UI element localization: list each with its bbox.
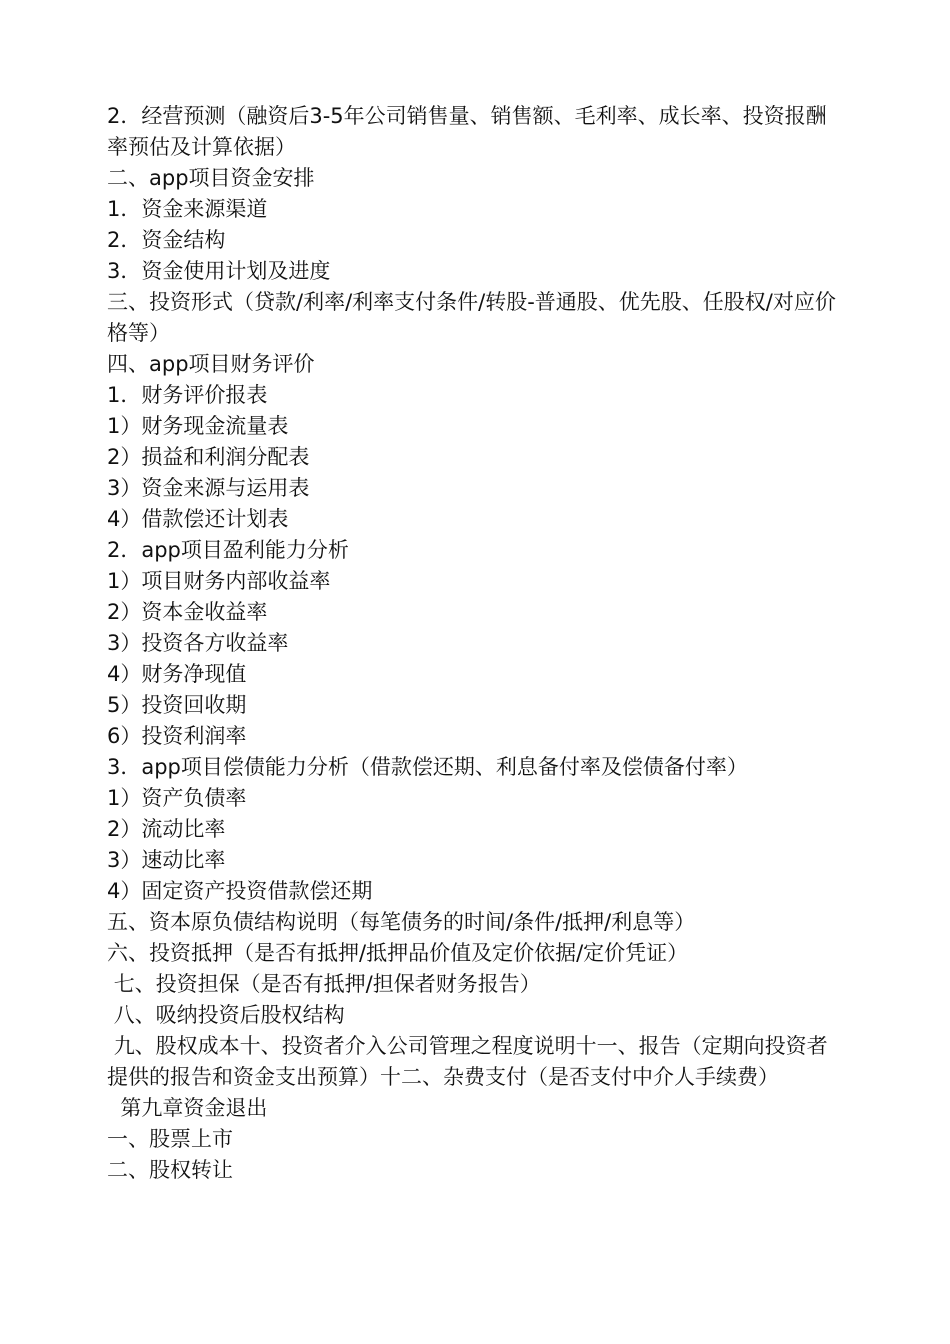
text-line-payback-period: 5）投资回收期 xyxy=(107,693,247,717)
text-line-debt-asset-ratio: 1）资产负债率 xyxy=(107,786,247,810)
section-heading-equity-structure: 八、吸纳投资后股权结构 xyxy=(107,1003,345,1027)
text-line-operating-forecast: 2．经营预测（融资后3-5年公司销售量、销售额、毛利率、成长率、投资报酬率预估及计算依据） xyxy=(107,104,827,159)
section-heading-debt-structure: 五、资本原负债结构说明（每笔债务的时间/条件/抵押/利息等） xyxy=(107,910,696,934)
text-line-funding-structure: 2．资金结构 xyxy=(107,228,226,252)
section-paragraph-equity-cost-and-reports: 九、股权成本十、投资者介入公司管理之程度说明十一、报告（定期向投资者提供的报告和资金支出预算）十二、杂费支付（是否支付中介人手续费） xyxy=(107,1034,828,1089)
document-body xyxy=(107,101,847,1186)
section-heading-investment-mortgage: 六、投资抵押（是否有抵押/抵押品价值及定价依据/定价凭证） xyxy=(107,941,689,965)
text-line-investment-profit-rate: 6）投资利润率 xyxy=(107,724,247,748)
text-line-profit-distribution-table: 2）损益和利润分配表 xyxy=(107,445,310,469)
section-heading-investment-form: 三、投资形式（贷款/利率/利率支付条件/转股-普通股、优先股、任股权/对应价格等） xyxy=(107,290,836,345)
text-line-solvency-analysis: 3．app项目偿债能力分析（借款偿还期、利息备付率及偿债备付率） xyxy=(107,755,748,779)
section-heading-financial-evaluation: 四、app项目财务评价 xyxy=(107,352,315,376)
text-line-cash-flow-table: 1）财务现金流量表 xyxy=(107,414,289,438)
text-line-capital-return-rate: 2）资本金收益率 xyxy=(107,600,268,624)
section-heading-equity-transfer: 二、股权转让 xyxy=(107,1158,233,1182)
text-line-funds-source-use-table: 3）资金来源与运用表 xyxy=(107,476,310,500)
text-line-current-ratio: 2）流动比率 xyxy=(107,817,226,841)
text-line-financial-statements: 1．财务评价报表 xyxy=(107,383,268,407)
text-line-loan-repayment-table: 4）借款偿还计划表 xyxy=(107,507,289,531)
text-line-profitability-analysis: 2．app项目盈利能力分析 xyxy=(107,538,349,562)
text-line-quick-ratio: 3）速动比率 xyxy=(107,848,226,872)
section-heading-investment-guarantee: 七、投资担保（是否有抵押/担保者财务报告） xyxy=(107,972,541,996)
chapter-heading-capital-exit: 第九章资金退出 xyxy=(107,1096,268,1120)
text-line-funding-sources: 1．资金来源渠道 xyxy=(107,197,268,221)
text-line-internal-return-rate: 1）项目财务内部收益率 xyxy=(107,569,331,593)
text-line-funding-usage-plan: 3．资金使用计划及进度 xyxy=(107,259,331,283)
section-heading-ipo: 一、股票上市 xyxy=(107,1127,233,1151)
text-line-investor-return-rate: 3）投资各方收益率 xyxy=(107,631,289,655)
text-line-net-present-value: 4）财务净现值 xyxy=(107,662,247,686)
section-heading-funding-arrangement: 二、app项目资金安排 xyxy=(107,166,315,190)
text-line-fixed-asset-loan-period: 4）固定资产投资借款偿还期 xyxy=(107,879,373,903)
